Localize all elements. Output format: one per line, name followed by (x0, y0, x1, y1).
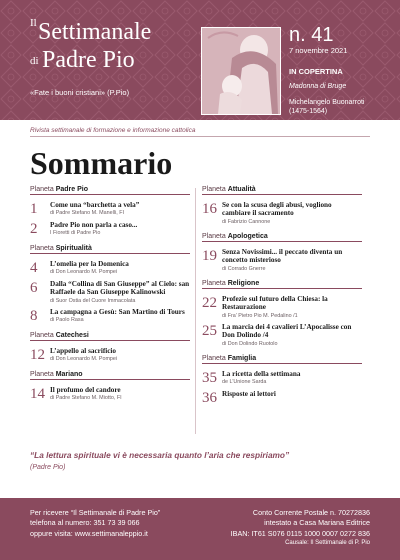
section-spacer (202, 410, 362, 414)
entry-author: di Suor Ostia del Cuore Immacolata (50, 297, 136, 304)
entry-title: La campagna a Gesù: San Martino di Tours (50, 307, 185, 316)
cover-credit (289, 98, 389, 116)
magazine-subtitle: Rivista settimanale di formazione e informazione cattolica (30, 127, 196, 134)
section-name: Attualità (227, 186, 256, 193)
entry-text (222, 248, 362, 272)
section-heading (202, 280, 362, 289)
entry-title: Se con la scusa degli abusi, vogliono cambiare il sacramento (222, 201, 332, 218)
entry-text (50, 308, 190, 324)
footer-subscribe-line: Per ricevere “Il Settimanale di Padre Pio” (30, 508, 161, 517)
issue-number: n. 41 (289, 24, 334, 46)
issue-date: 7 novembre 2021 (289, 46, 348, 55)
section-heading (202, 233, 362, 242)
page-number: 35 (202, 369, 217, 386)
entry-author: di Don Dolindo Ruotolo (222, 340, 278, 347)
masthead-settimanale: Settimanale (38, 19, 152, 45)
toc-entry[interactable] (202, 201, 362, 225)
footer-band (0, 498, 400, 560)
entry-text (50, 386, 190, 402)
entry-title: Il profumo del candore (50, 385, 121, 394)
toc-section (30, 186, 190, 245)
entry-text (222, 201, 362, 225)
page-number: 2 (30, 221, 38, 237)
entry-text (222, 370, 362, 386)
toc-entry[interactable] (30, 221, 190, 237)
entry-title: La ricetta della settimana (222, 369, 301, 378)
section-heading (202, 355, 362, 364)
section-name: Padre Pio (55, 186, 88, 193)
entry-title: Dalla “Collina di San Giuseppe” al Cielo: san Raffaele da San Giuseppe Kalinowski (50, 280, 190, 297)
masthead-tagline: «Fate i buoni cristiani» (P.Pio) (30, 88, 130, 97)
section-prefix: Planeta (30, 331, 54, 339)
toc-section (202, 355, 362, 414)
footer-subscribe (30, 508, 160, 539)
entry-title: Padre Pio non parla a caso... (50, 221, 138, 229)
entry-text (222, 390, 362, 406)
entry-text (50, 280, 190, 304)
entry-text (50, 260, 190, 276)
page-number: 1 (30, 201, 38, 217)
toc-section (30, 332, 190, 371)
toc-section (202, 186, 362, 233)
entry-author: di Corrado Gnerre (222, 265, 266, 272)
section-heading (202, 186, 362, 195)
entry-text (222, 323, 362, 347)
toc-entry[interactable] (202, 323, 362, 347)
entry-author: di Paolo Rasa (50, 317, 84, 324)
toc-left-column (30, 186, 190, 410)
footer-causale: Causale: Il Settimanale di P. Pio (285, 540, 370, 547)
divider (30, 136, 370, 137)
section-prefix: Planeta (30, 370, 54, 378)
entry-title: Senza Novissimi... il peccato diventa un concetto misterioso (222, 247, 343, 265)
toc-entry[interactable] (202, 295, 362, 319)
footer-website: oppure visita: www.settimanaleppio.it (30, 528, 148, 538)
entry-title: L’omelia per la Domenica (50, 260, 129, 268)
masthead-padre-pio: Padre Pio (42, 47, 135, 73)
entry-text (50, 347, 190, 363)
toc-entry[interactable] (30, 308, 190, 324)
page-number: 14 (30, 385, 45, 402)
toc-entry[interactable] (202, 370, 362, 386)
cover-title: Madonna di Bruge (289, 83, 347, 90)
pull-quote: “La lettura spirituale vi è necessaria quanto l’aria che respiriamo” (30, 450, 290, 460)
toc-entry[interactable] (30, 280, 190, 304)
section-name: Mariano (55, 370, 83, 378)
entry-text (50, 221, 190, 237)
pull-quote-author: (Padre Pio) (30, 464, 66, 471)
cover-years: (1475-1564) (289, 108, 328, 116)
entry-author: di Fra’ Pietro Pio M. Pedalino /1 (222, 312, 298, 319)
section-prefix: Planeta (202, 232, 226, 240)
toc-entry[interactable] (30, 201, 190, 217)
footer-account-holder: intestato a Casa Mariana Editrice (264, 518, 370, 528)
cover-heading: IN COPERTINA (289, 67, 343, 76)
column-divider (195, 188, 196, 434)
footer-iban: IBAN: IT61 S076 0115 1000 0007 0272 836 (230, 528, 370, 538)
section-spacer (30, 406, 190, 410)
page-number: 19 (202, 247, 217, 264)
section-prefix: Planeta (202, 354, 226, 362)
toc-right-column (202, 186, 362, 414)
footer-payment (231, 508, 370, 548)
madonna-statue-illustration (202, 28, 280, 114)
section-prefix: Planeta (30, 186, 54, 193)
entry-text (222, 295, 362, 319)
masthead-di: di (30, 55, 39, 67)
section-heading (30, 245, 190, 254)
entry-title: Profezie sul futuro della Chiesa: la Restaurazione (222, 294, 328, 312)
toc-entry[interactable] (202, 248, 362, 272)
page-number: 22 (202, 294, 217, 311)
section-name: Catechesi (55, 331, 89, 339)
entry-title: Come una “barchetta a vela” (50, 201, 140, 209)
entry-author: di Padre Stefano M. Miotto, FI (50, 395, 122, 402)
toc-section (202, 280, 362, 355)
page-number: 36 (202, 389, 217, 406)
entry-author: di Don Leonardo M. Pompei (50, 269, 118, 276)
entry-title: L’appello al sacrificio (50, 346, 117, 355)
section-prefix: Planeta (202, 279, 226, 287)
page-title: Sommario (30, 145, 173, 181)
section-name: Religione (227, 279, 260, 287)
toc-entry[interactable] (202, 390, 362, 406)
entry-text (50, 201, 190, 217)
section-prefix: Planeta (202, 186, 226, 193)
masthead-il: Il (30, 17, 37, 29)
section-name: Famiglia (227, 354, 257, 362)
section-heading (30, 186, 190, 195)
entry-author: de L’Unione Sarda (222, 379, 267, 386)
entry-author: di Fabrizio Cannone (222, 218, 271, 225)
page-number: 12 (30, 346, 45, 363)
toc-entry[interactable] (30, 386, 190, 402)
entry-author: di Don Leonardo M. Pompei (50, 356, 118, 363)
toc-section (30, 371, 190, 410)
section-prefix: Planeta (30, 245, 54, 252)
masthead-band (0, 0, 400, 120)
section-name: Apologetica (227, 232, 268, 240)
toc-section (202, 233, 362, 280)
cover-artist: Michelangelo Buonarroti (289, 99, 365, 106)
page-number: 25 (202, 322, 217, 339)
page-number: 16 (202, 201, 217, 217)
entry-title: La marcia dei 4 cavalieri L’Apocalisse con Don Dolindo /4 (222, 322, 352, 340)
footer-postal-account: Conto Corrente Postale n. 70272836 (252, 508, 370, 517)
entry-author: di Padre Stefano M. Manelli, FI (50, 210, 125, 217)
toc-entry[interactable] (30, 260, 190, 276)
page-number: 4 (30, 260, 38, 276)
section-name: Spiritualità (55, 245, 92, 252)
page-number: 6 (30, 280, 38, 296)
section-heading (30, 332, 190, 341)
toc-section (30, 245, 190, 332)
entry-title: Risposte ai lettori (222, 389, 276, 398)
entry-author: I Fioretti di Padre Pio (50, 230, 101, 237)
page-number: 8 (30, 307, 38, 324)
section-heading (30, 371, 190, 380)
footer-phone: telefona al numero: 351 73 39 066 (30, 518, 140, 528)
toc-entry[interactable] (30, 347, 190, 363)
cover-image (201, 27, 281, 115)
